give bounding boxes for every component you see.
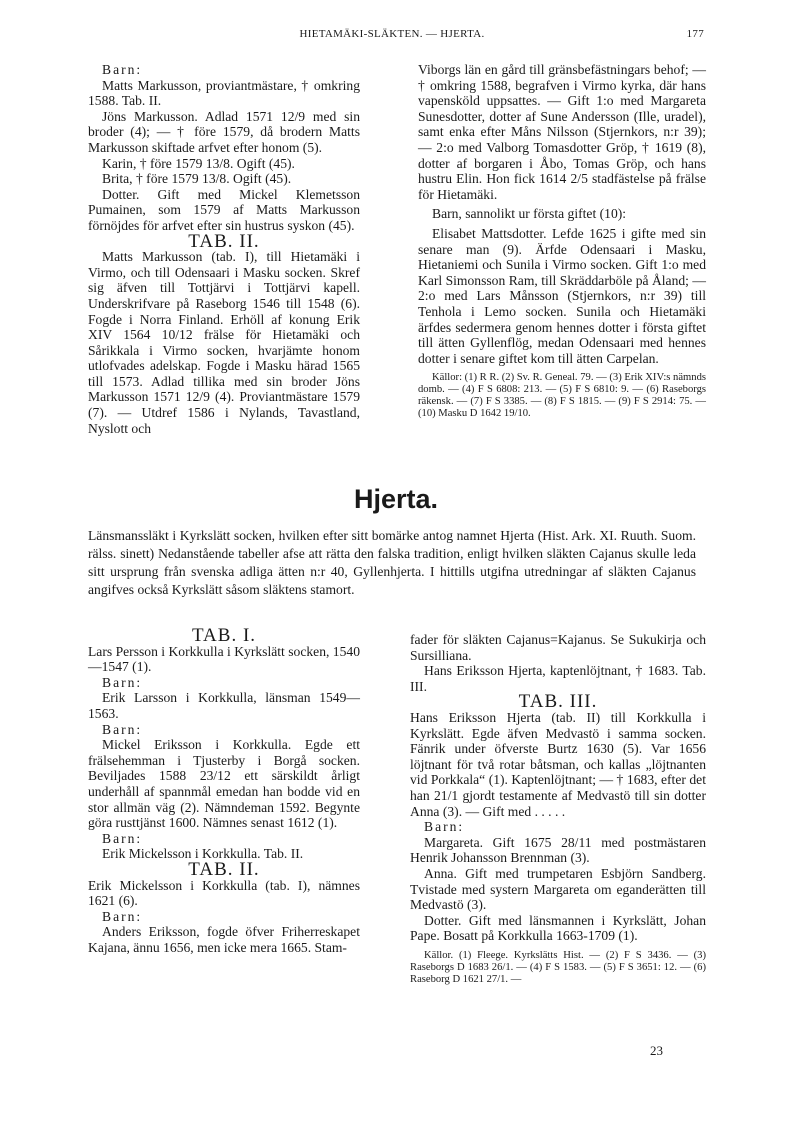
child-entry: Anna. Gift med trumpetaren Esbjörn Sandberg. Tvistade med systern Margareta om eganderätten till Medvastö (3). bbox=[410, 865, 706, 913]
barn-label: Barn: bbox=[102, 830, 143, 846]
children-heading: Barn, sannolikt ur första giftet (10): bbox=[432, 206, 627, 222]
tab-body: Matts Markusson (tab. I), till Hietamäki i Virmo, och till Odensaari i Masku socken. Skref sig äfven till Tottjärvi i Tottjärvi kapell. Underskrifvare på Raseborg 1546 till 1548 (6). Fogde i Norra Finland. Erhöll af konung Erik XIV 1564 10/12 frälse för Hietamäki och Sårikkala i Virmo socken, hvarjämte honom utlofvades adelskap. Fogde i Masku härad 1565 till 1573. Adlad tillika med sin broder Jöns Markusson 1571 12/9 (4). Proviantmästare 1579 (7). — Utdref 1586 i Nylands, Tavastland, Nyslott och bbox=[88, 249, 360, 436]
running-header bbox=[80, 28, 704, 44]
section-heading: TAB. II. bbox=[188, 858, 260, 880]
child-entry: Dotter. Gift med länsmannen i Kyrkslätt, Johan Pape. Bosatt på Korkkulla 1663-1709 (1). bbox=[410, 912, 706, 944]
lower-left-column bbox=[88, 620, 360, 955]
section-heading: TAB. III. bbox=[518, 691, 598, 713]
family-intro: Länsmanssläkt i Kyrkslätt socken, hvilken efter sitt bomärke antog namnet Hjerta (Hist. Ark. XI. Ruuth. Suom. rälss. sinett) Nedanstående tabeller afse att rätta den falska tradition, enligt hvilken släkten Cajanus skulle leda sitt ursprung från svenska adliga ätten n:r 40, Gyllenhjerta. I hittills utgifna utredningar af släkten Cajanus angifves också Kyrkslätt såsom släktens stamort. bbox=[88, 528, 696, 597]
barn-label: Barn: bbox=[424, 819, 465, 835]
child-entry: Mickel Eriksson i Korkkulla. Egde ett frälsehemman i Tjusterby i Borgå socken. Beviljades 1588 23/12 ett särskildt årligt underhåll af spannmål emedan han bodde vid en stor allmän väg (2). Nämndeman 1592. Begynte göra rusttjänst 1600. Nämnes senast 1612 (1). bbox=[88, 737, 360, 831]
upper-right-column bbox=[418, 62, 706, 420]
section-heading: TAB. II. bbox=[188, 230, 260, 252]
lower-right-column bbox=[410, 632, 706, 986]
barn-label: Barn: bbox=[102, 721, 143, 737]
barn-label: Barn: bbox=[102, 674, 143, 690]
sources-note: Källor. (1) Fleege. Kyrkslätts Hist. — (2) F S 3436. — (3) Raseborgs D 1683 26/1. — (4) F S 1583. — (5) F S 3651: 12. — (6) Raseborg D 1621 27/1. — bbox=[410, 949, 706, 985]
child-entry: Erik Larsson i Korkkulla, länsman 1549—1563. bbox=[88, 690, 360, 721]
continued-text: fader för släkten Cajanus=Kajanus. Se Sukukirja och Sursilliana. bbox=[410, 632, 706, 663]
barn-label: Barn: bbox=[102, 62, 143, 77]
family-title: Hjerta. bbox=[353, 484, 439, 514]
tab-body: Hans Eriksson Hjerta (tab. II) till Korkkulla i Kyrkslätt. Egde äfven Medvastö i samma socken. Fänrik under öfverste Burtz 1630 (5). Var 1656 löjtnant för två rotar båtsman, och kallas „löjtnanten vid Porkkala“ (1). Kaptenlöjtnant; — † 1683, efter det han 21/1 gjordt testamente af Medvastö till sin dotter Anna (3). — Gift med . . . . . bbox=[410, 709, 706, 819]
child-entry: Jöns Markusson. Adlad 1571 12/9 med sin broder (4); — † före 1579, då brodern Matts Markusson skiftade arfvet efter honom (5). bbox=[88, 108, 360, 155]
upper-left-column bbox=[88, 62, 360, 436]
footer-number: 23 bbox=[650, 1043, 663, 1058]
child-entry: Margareta. Gift 1675 28/11 med postmästaren Henrik Johansson Brennman (3). bbox=[410, 834, 706, 866]
tab-body: Erik Mickelsson i Korkkulla (tab. I), nämnes 1621 (6). bbox=[88, 877, 360, 909]
child-entry: Elisabet Mattsdotter. Lefde 1625 i gifte med sin senare man (9). Ärfde Odensaari i Masku, Hietaniemi och Sunila i Virmo socken. Gift 1:o med Karl Simonsson Ram, till Skräddarböle på Åland; — 2:o med Lars Månsson (Stjernkors, n:r 39) till Tenhola i Lemo socken. Sunila och Hietamäki ärfdes sedermera genom hennes dotter i första giftet till ätten Gyllenflög, medan Odensaari med hennes dotter i senare giftet kom till ätten Carpelan. bbox=[418, 225, 706, 366]
section-heading: TAB. I. bbox=[191, 625, 257, 646]
child-entry: Anders Eriksson, fogde öfver Friherreskapet Kajana, ännu 1656, men icke mera 1665. Stam- bbox=[88, 924, 360, 955]
barn-label: Barn: bbox=[102, 908, 143, 924]
child-entry: Karin, † före 1579 13/8. Ogift (45). bbox=[102, 155, 295, 171]
sources-note: Källor: (1) R R. (2) Sv. R. Geneal. 79. — (3) Erik XIV:s nämnds domb. — (4) F S 6808: 213. — (5) F S 6810: 9. — (6) Raseborgs räkensk. — (7) F S 3385. — (8) F S 1815. — (9) F S 2914: 75. — (10) Masku D 1642 19/10. bbox=[418, 372, 706, 420]
child-entry: Matts Markusson, proviantmästare, † omkring 1588. Tab. II. bbox=[88, 77, 360, 109]
child-entry: Brita, † före 1579 13/8. Ogift (45). bbox=[102, 171, 292, 187]
child-entry: Erik Mickelsson i Korkkulla. Tab. II. bbox=[102, 846, 304, 862]
tab-body: Lars Persson i Korkkulla i Kyrkslätt socken, 1540—1547 (1). bbox=[88, 643, 360, 675]
header-title: HIETAMÄKI-SLÄKTEN. — HJERTA. bbox=[299, 28, 485, 40]
child-entry: Hans Eriksson Hjerta, kaptenlöjtnant, † 1683. Tab. III. bbox=[410, 663, 706, 694]
page-number: 177 bbox=[686, 28, 704, 40]
child-entry: Dotter. Gift med Mickel Klemetsson Pumainen, som 1579 af Matts Markusson förnöjdes för arfvet efter sin hustrus syskon (45). bbox=[88, 186, 360, 233]
continued-text: Viborgs län en gård till gränsbefästningars behof; — † omkring 1588, begrafven i Virmo kyrka, där hans vapensköld uppsattes. — Gift 1:o med Margareta Sunesdotter, dotter af Sune Andersson (Ille, uradel), samt enka efter Måns Nilsson (Stjernkors, n:r 39); — 2:o med Valborg Tomasdotter Gröp, † 1619 (8), dotter af borgaren i Åbo, Tomas Gröp, och hans hustru Elin. Hon fick 1614 2/5 stadfästelse på frälse för Hietamäki. bbox=[418, 62, 706, 202]
